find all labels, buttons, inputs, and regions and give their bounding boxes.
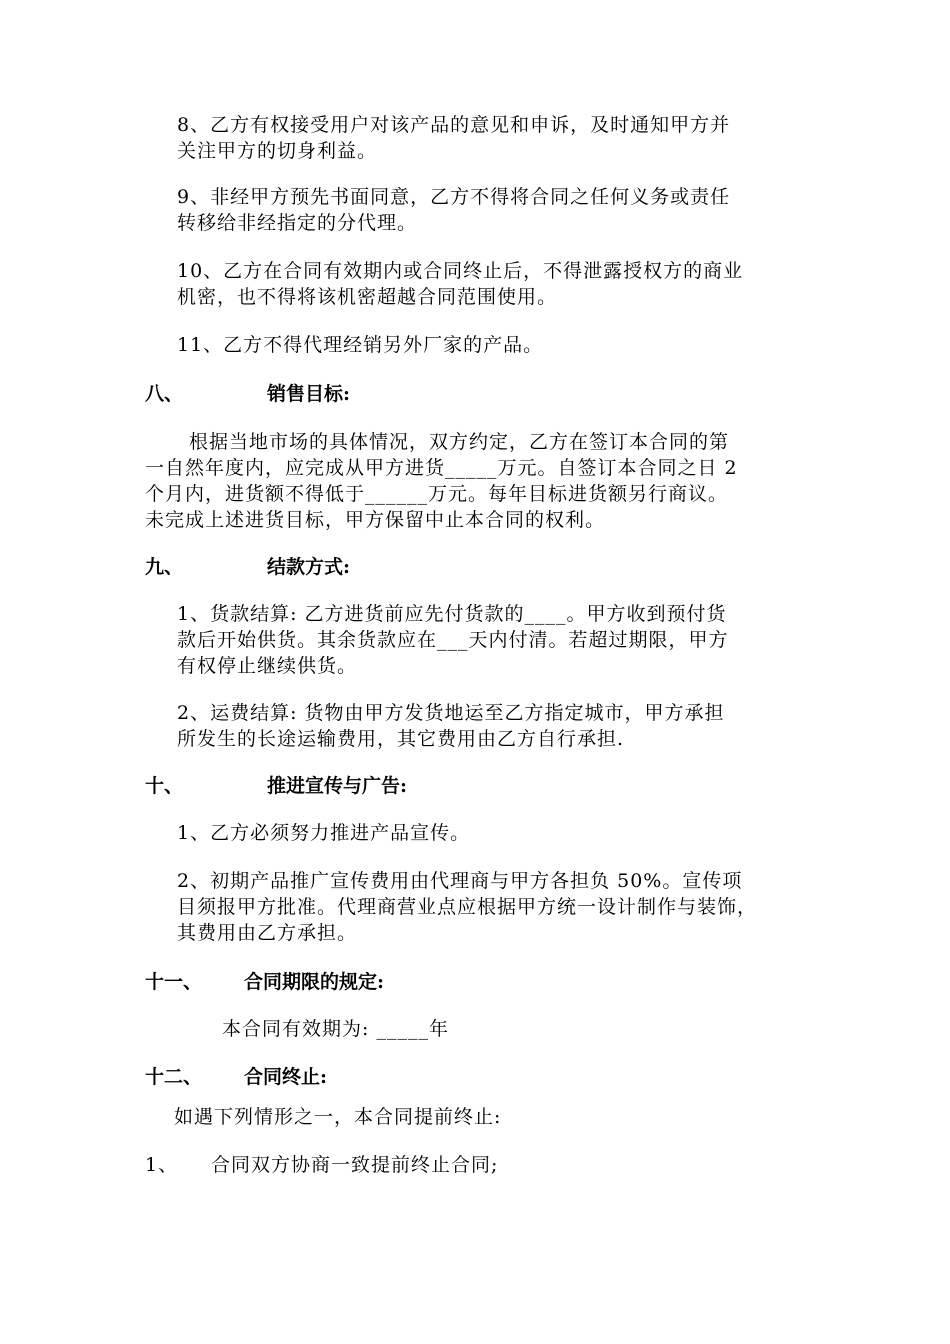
section-8-number: 八、 (145, 383, 184, 405)
section-8-line-3: 个月内，进货额不得低于______万元。每年目标进货额另行商议。 (145, 483, 729, 505)
section-9-p1-line-3: 有权停止继续供货。 (177, 655, 358, 677)
clause-9-line-2: 转移给非经指定的分代理。 (177, 212, 418, 234)
clause-8-line-1: 8、乙方有权接受用户对该产品的意见和申诉，及时通知甲方并 (177, 114, 731, 136)
section-10-p1: 1、乙方必须努力推进产品宣传。 (177, 822, 471, 844)
section-10-title: 推进宣传与广告: (267, 775, 408, 797)
clause-10-line-1: 10、乙方在合同有效期内或合同终止后，不得泄露授权方的商业 (177, 260, 744, 282)
clause-10-line-2: 机密，也不得将该机密超越合同范围使用。 (177, 286, 558, 308)
section-11-term-line: 本合同有效期为: _____年 (222, 1018, 449, 1040)
section-10-number: 十、 (145, 775, 184, 797)
section-9-title: 结款方式: (267, 556, 351, 578)
section-9-p1-line-2: 款后开始供货。其余货款应在___天内付清。若超过期限，甲方 (177, 629, 729, 651)
section-12-number: 十二、 (145, 1066, 203, 1088)
section-11-heading (145, 969, 385, 995)
section-8-line-2: 一自然年度内，应完成从甲方进货_____万元。自签订本合同之日 2 (145, 457, 738, 479)
section-9-p2-line-2: 所发生的长途运输费用，其它费用由乙方自行承担. (177, 728, 625, 750)
section-12-item-1-number: 1、 (145, 1154, 179, 1176)
section-8-heading (145, 381, 351, 407)
section-12-title: 合同终止: (244, 1066, 328, 1088)
section-9-p1-line-1: 1、货款结算: 乙方进货前应先付货款的____。甲方收到预付货 (177, 603, 727, 625)
section-9-heading (145, 554, 351, 580)
section-11-title: 合同期限的规定: (244, 971, 385, 993)
clause-8-line-2: 关注甲方的切身利益。 (177, 140, 378, 162)
section-10-p2-line-1: 2、初期产品推广宣传费用由代理商与甲方各担负 50%。宣传项 (177, 870, 743, 892)
section-10-heading (145, 773, 408, 799)
section-12-intro: 如遇下列情形之一，本合同提前终止: (174, 1106, 502, 1128)
section-11-number: 十一、 (145, 971, 203, 993)
section-9-number: 九、 (145, 556, 184, 578)
section-9-p2-line-1: 2、运费结算: 货物由甲方发货地运至乙方指定城市，甲方承担 (177, 702, 725, 724)
clause-11-line: 11、乙方不得代理经销另外厂家的产品。 (177, 334, 544, 356)
section-8-title: 销售目标: (267, 383, 351, 405)
section-10-p2-line-3: 其费用由乙方承担。 (177, 922, 358, 944)
section-10-p2-line-2: 目须报甲方批准。代理商营业点应根据甲方统一设计制作与装饰， (177, 896, 758, 918)
section-8-line-1: 根据当地市场的具体情况，双方约定，乙方在签订本合同的第 (189, 431, 730, 453)
section-12-item-1-text: 合同双方协商一致提前终止合同; (211, 1154, 499, 1176)
section-8-line-4: 未完成上述进货目标，甲方保留中止本合同的权利。 (145, 509, 606, 531)
section-12-heading (145, 1064, 328, 1090)
clause-9-line-1: 9、非经甲方预先书面同意，乙方不得将合同之任何义务或责任 (177, 186, 731, 208)
